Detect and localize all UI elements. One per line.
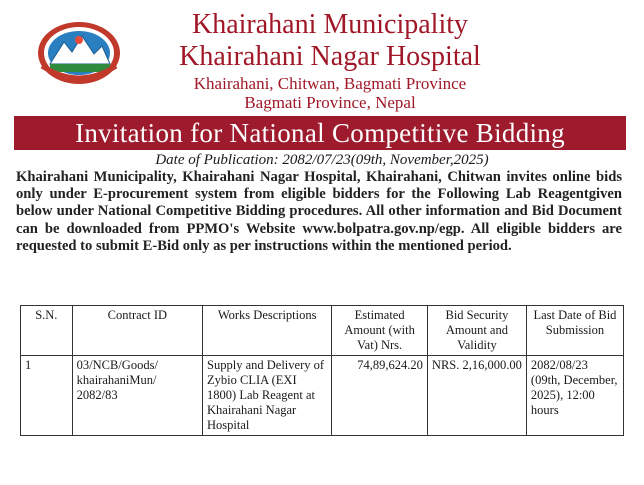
header-sn: S.N. (21, 306, 73, 356)
bid-table (20, 305, 624, 436)
header-contract-id: Contract ID (72, 306, 202, 356)
municipality-name: Khairahani Municipality (191, 9, 469, 40)
table-header-row (21, 306, 624, 356)
cell-sn: 1 (21, 356, 73, 436)
header-works-descriptions: Works Descriptions (203, 306, 332, 356)
province-line: Bagmati Province, Nepal (244, 93, 416, 112)
address-line: Khairahani, Chitwan, Bagmati Province (193, 74, 467, 93)
notice-paragraph: Khairahani Municipality, Khairahani Nagar Hospital, Khairahani, Chitwan invites online bids only under E-procurement system from eligible bidders for the Following Lab Reagentgiven below under National Competitive Bidding procedures. All other information and Bid Document can be downloaded from PPMO's Website www.bolpatra.gov.np/egp. All eligible bidders are requested to submit E-Bid only as per instructions within the mentioned period. (16, 169, 622, 254)
cell-bid-security: NRS. 2,16,000.00 (427, 356, 526, 436)
hospital-name: Khairahani Nagar Hospital (179, 41, 481, 72)
cell-works-description: Supply and Delivery of Zybio CLIA (EXI 1800) Lab Reagent at Khairahani Nagar Hospital (203, 356, 332, 436)
notice-title-banner: Invitation for National Competitive Bidding (14, 116, 626, 150)
header (0, 0, 644, 112)
cell-last-date: 2082/08/23 (09th, December, 2025), 12:00 hours (526, 356, 623, 436)
header-estimated-amount: Estimated Amount (with Vat) Nrs. (332, 306, 428, 356)
header-last-date: Last Date of Bid Submission (526, 306, 623, 356)
cell-contract-id: 03/NCB/Goods/ khairahaniMun/ 2082/83 (72, 356, 202, 436)
municipality-emblem-icon (36, 20, 122, 86)
header-bid-security: Bid Security Amount and Validity (427, 306, 526, 356)
table-row (21, 356, 624, 436)
cell-estimated-amount: 74,89,624.20 (332, 356, 428, 436)
publication-date: Date of Publication: 2082/07/23(09th, November,2025) (155, 152, 489, 168)
